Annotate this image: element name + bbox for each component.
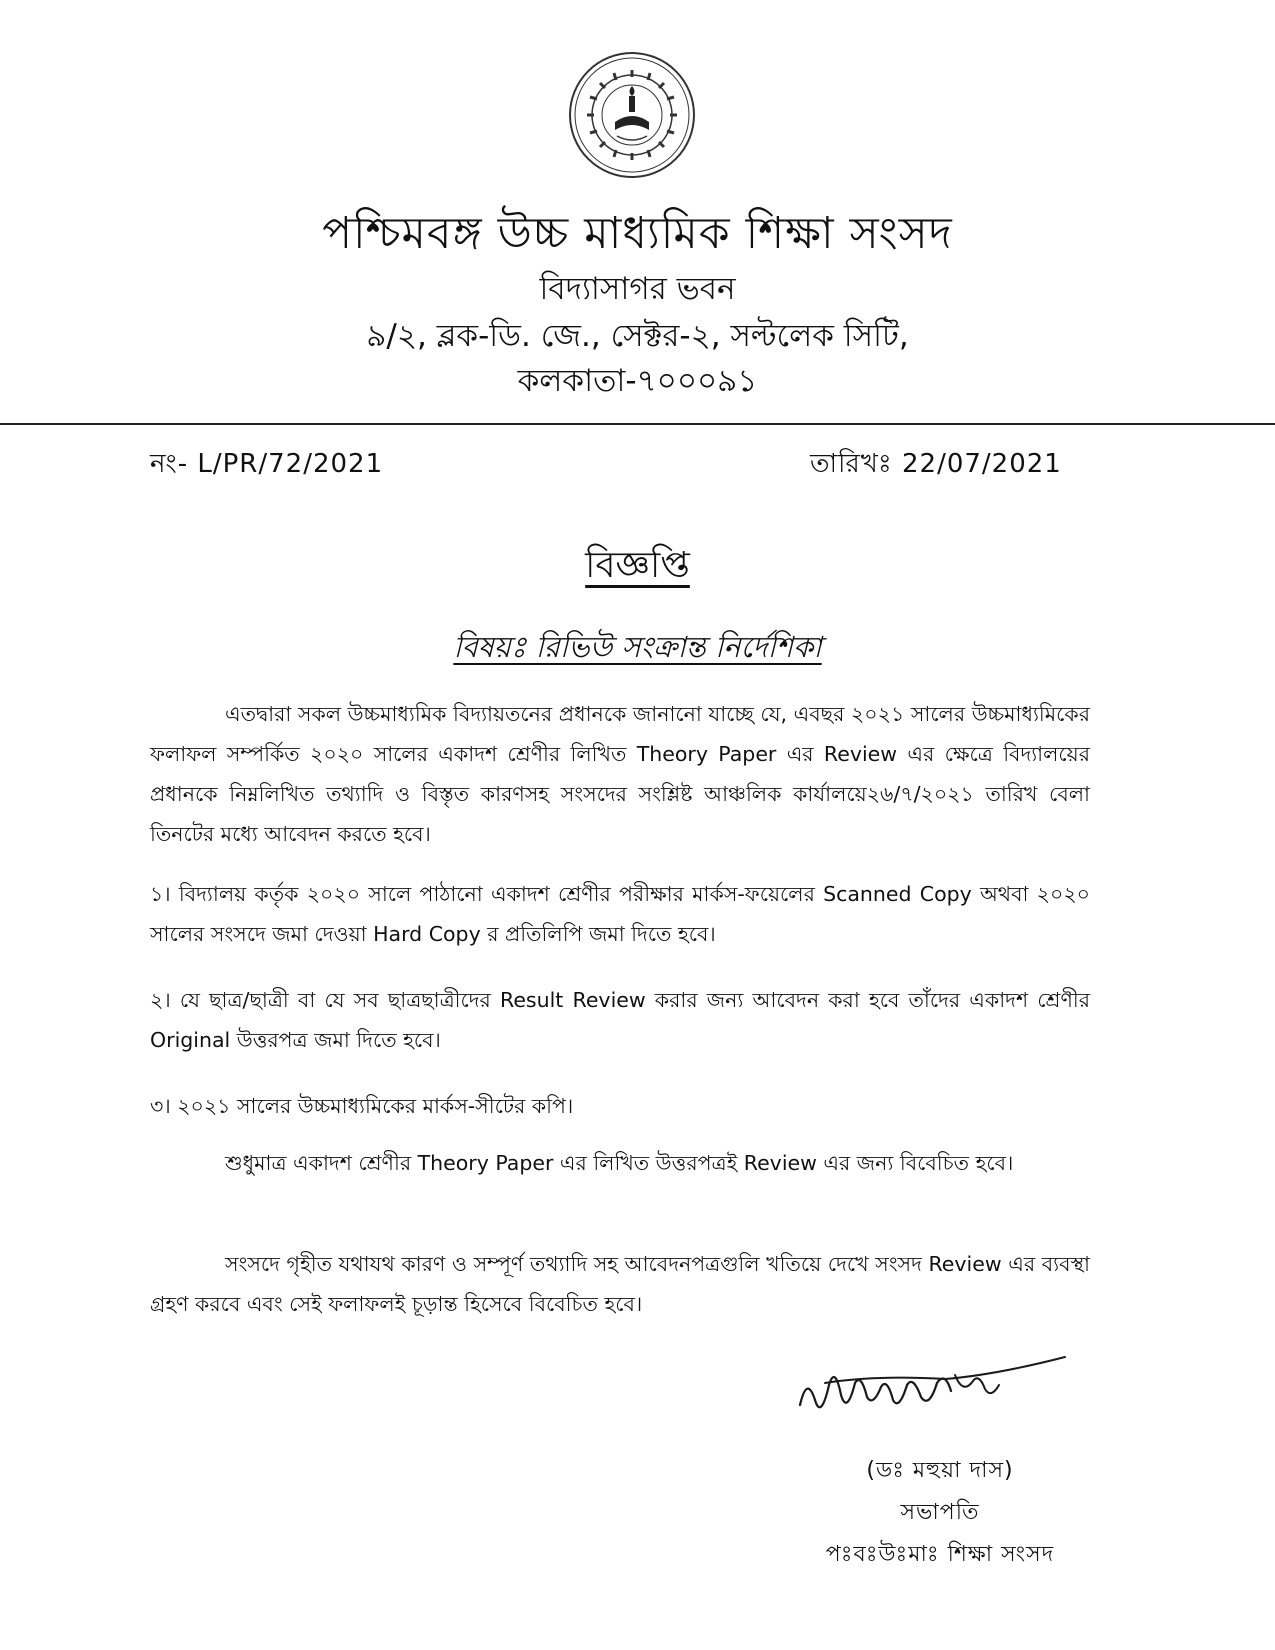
note-paragraph: সংসদে গৃহীত যথাযথ কারণ ও সম্পূর্ণ তথ্যাদি সহ আবেদনপত্রগুলি খতিয়ে দেখে সংসদ Review এর ব্যবস্থা গ্রহণ করবে এবং সেই ফলাফলই চূড়ান্ত হিসেবে বিবেচিত হবে। [150, 1252, 1090, 1316]
address-line: ৯/২, ব্লক-ডি. জে., সেক্টর-২, সল্টলেক সিটি, [366, 318, 909, 354]
signatory-name: (ডঃ মহুয়া দাস) [866, 1458, 1014, 1483]
signatory-organisation: পঃবঃউঃমাঃ শিক্ষা সংসদ [825, 1542, 1055, 1567]
reference-number: নং- L/PR/72/2021 [150, 449, 384, 479]
council-name: পশ্চিমবঙ্গ উচ্চ মাধ্যমিক শিক্ষা সংসদ [322, 208, 953, 259]
list-item: ৩। ২০২১ সালের উচ্চমাধ্যমিকের মার্কস-সীটের কপি। [150, 1094, 574, 1118]
council-seal-logo [567, 50, 697, 180]
note-paragraph: শুধুমাত্র একাদশ শ্রেণীর Theory Paper এর লিখিত উত্তরপত্রই Review এর জন্য বিবেচিত হবে। [225, 1151, 1014, 1175]
reference-date: তারিখঃ 22/07/2021 [810, 449, 1062, 479]
building-name: বিদ্যাসাগর ভবন [539, 271, 736, 307]
city-line: কলকাতা-৭০০০৯১ [517, 363, 758, 399]
signatory-title: সভাপতি [900, 1500, 980, 1525]
header-divider [0, 423, 1275, 425]
notice-title: বিজ্ঞপ্তি [585, 545, 690, 586]
list-item: ১। বিদ্যালয় কর্তৃক ২০২০ সালে পাঠানো একাদশ শ্রেণীর পরীক্ষার মার্কস-ফয়েলের Scanned Copy অথবা ২০২০ সালের সংসদে জমা দেওয়া Hard Copy র প্রতিলিপি জমা দিতে হবে। [150, 882, 1090, 946]
list-item: ২। যে ছাত্র/ছাত্রী বা যে সব ছাত্রছাত্রীদের Result Review করার জন্য আবেদন করা হবে তাঁদের একাদশ শ্রেণীর Original উত্তরপত্র জমা দিতে হবে। [150, 988, 1090, 1052]
intro-paragraph: এতদ্বারা সকল উচ্চমাধ্যমিক বিদ্যায়তনের প্রধানকে জানানো যাচ্ছে যে, এবছর ২০২১ সালের উচ্চমাধ্যমিকের ফলাফল সম্পর্কিত ২০২০ সালের একাদশ শ্রেণীর লিখিত Theory Paper এর Review এর ক্ষেত্রে বিদ্যালয়ের প্রধানকে নিম্নলিখিত তথ্যাদি ও বিস্তৃত কারণসহ সংসদের সংশ্লিষ্ট আঞ্চলিক কার্যালয়ে২৬/৭/২০২১ তারিখ বেলা তিনটের মধ্যে আবেদন করতে হবে। [150, 702, 1090, 846]
notice-subject: বিষয়ঃ রিভিউ সংক্রান্ত নির্দেশিকা [453, 630, 822, 664]
handwritten-signature [795, 1345, 1075, 1435]
